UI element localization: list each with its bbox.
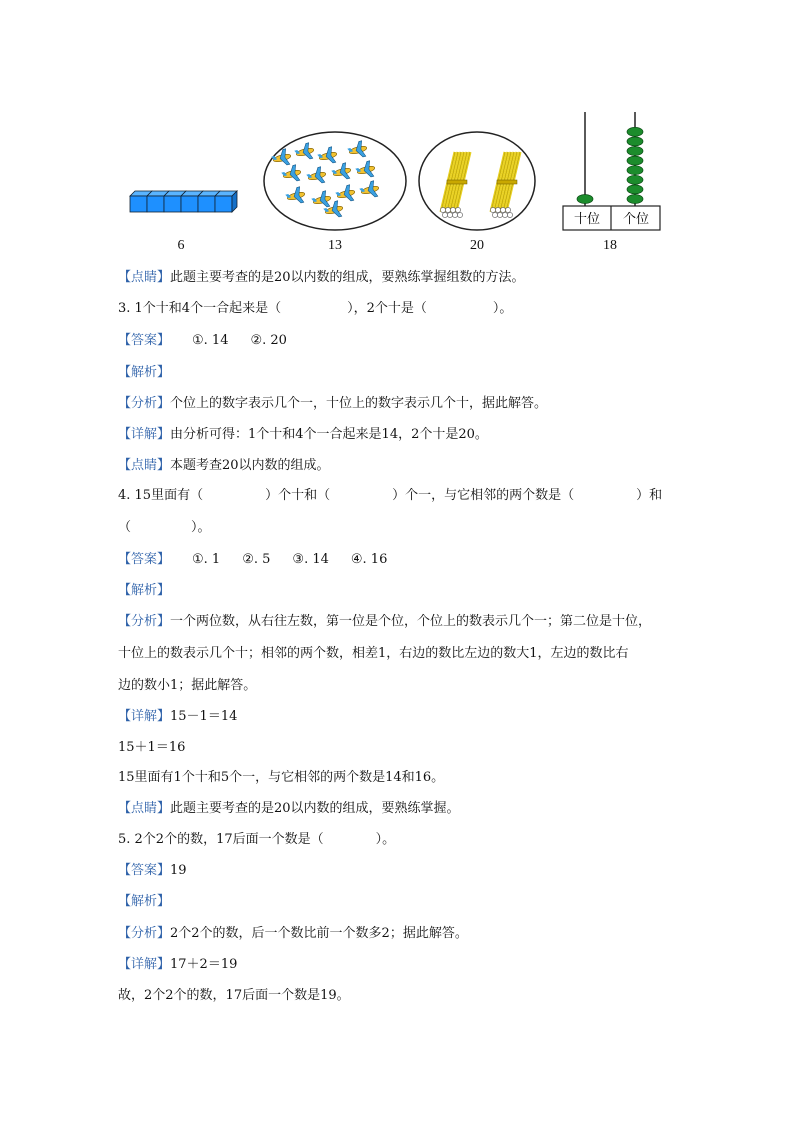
note-line: 【点睛】此题主要考查的是20以内数的组成，要熟练掌握组数的方法。	[118, 270, 525, 285]
abacus-bead-ones	[627, 185, 643, 194]
detail-3: 【详解】由分析可得：1个十和4个一合起来是14，2个十是20。	[118, 427, 488, 442]
analysis-3: 【分析】个位上的数字表示几个一，十位上的数字表示几个十，据此解答。	[118, 396, 548, 411]
cubes-figure	[126, 186, 241, 216]
abacus-bead-ones	[627, 147, 643, 156]
question-4-line2: （ ）。	[118, 520, 211, 535]
analysis-label-3: 【解析】	[118, 365, 171, 380]
abacus-bead-ones	[627, 156, 643, 165]
answer-3: 【答案】 ①. 14 ②. 20	[118, 333, 287, 348]
abacus-tens-label: 十位	[573, 212, 601, 227]
figure-label-bundles: 20	[470, 238, 484, 253]
detail-4-line1: 【详解】15－1＝14	[118, 709, 238, 724]
analysis-5: 【分析】2个2个的数，后一个数比前一个数多2；据此解答。	[118, 926, 468, 941]
abacus-bead-ones	[627, 195, 643, 204]
analysis-label-4: 【解析】	[118, 583, 171, 598]
planes-circle-figure	[262, 130, 408, 232]
conclusion-5: 故，2个2个的数，17后面一个数是19。	[118, 988, 350, 1003]
detail-4-line2: 15＋1＝16	[118, 740, 186, 755]
analysis-label-5: 【解析】	[118, 894, 171, 909]
abacus-figure	[560, 110, 664, 234]
detail-4-line3: 15里面有1个十和5个一，与它相邻的两个数是14和16。	[118, 770, 445, 785]
answer-4: 【答案】 ①. 1 ②. 5 ③. 14 ④. 16	[118, 552, 388, 567]
abacus-bead-ones	[627, 175, 643, 184]
abacus-bead-tens	[577, 195, 593, 204]
abacus-bead-ones	[627, 137, 643, 146]
detail-5: 【详解】17＋2＝19	[118, 957, 238, 972]
stick-bundles-figure	[417, 130, 537, 232]
figure-label-planes: 13	[328, 238, 342, 253]
point-3: 【点睛】本题考查20以内数的组成。	[118, 458, 330, 473]
analysis-4-line3: 边的数小1；据此解答。	[118, 678, 257, 693]
abacus-bead-ones	[627, 166, 643, 175]
answer-5: 【答案】19	[118, 863, 187, 878]
figure-label-cubes: 6	[177, 238, 185, 253]
abacus-ones-label: 个位	[622, 212, 650, 227]
question-4-line1: 4. 15里面有（ ）个十和（ ）个一，与它相邻的两个数是（ ）和	[118, 488, 663, 503]
figure-label-abacus: 18	[603, 238, 617, 253]
question-3: 3. 1个十和4个一合起来是（ ），2个十是（ ）。	[118, 301, 513, 316]
point-4: 【点睛】此题主要考查的是20以内数的组成，要熟练掌握。	[118, 801, 460, 816]
analysis-4-line1: 【分析】一个两位数，从右往左数，第一位是个位，个位上的数表示几个一；第二位是十位，	[118, 614, 652, 629]
abacus-bead-ones	[627, 127, 643, 136]
question-5: 5. 2个2个的数，17后面一个数是（ ）。	[118, 832, 396, 847]
analysis-4-line2: 十位上的数表示几个十；相邻的两个数，相差1，右边的数比左边的数大1，左边的数比右	[118, 646, 629, 661]
